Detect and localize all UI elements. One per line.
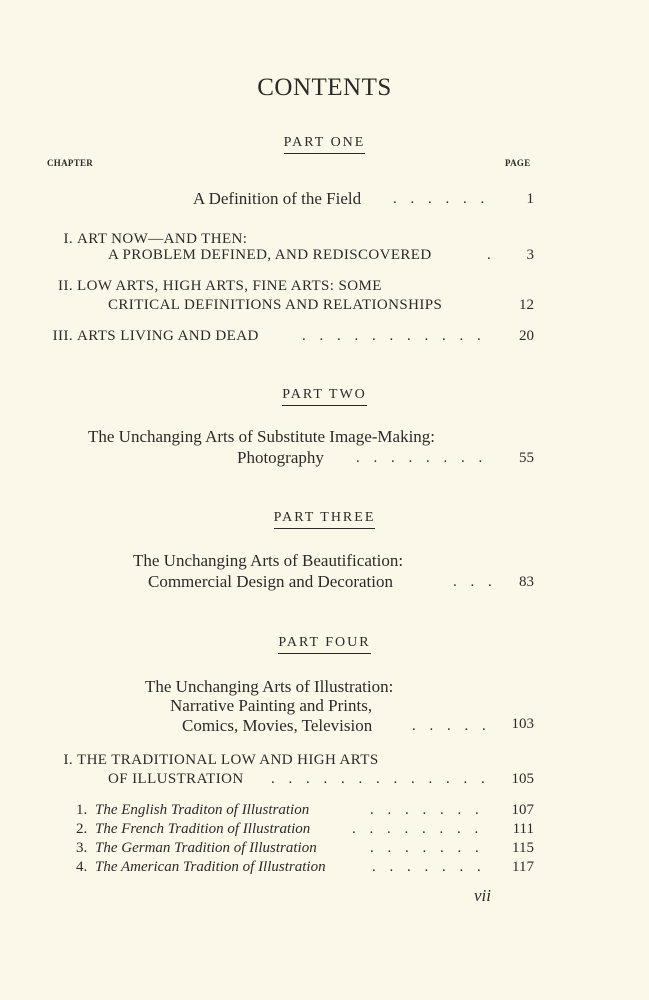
- subsection-1-dots: . . . . . . .: [370, 802, 484, 818]
- subsection-3-title: The German Tradition of Illustration: [95, 840, 317, 856]
- subsection-3-page: 115: [512, 840, 534, 856]
- part-four-title-line2: Narrative Painting and Prints,: [170, 696, 373, 715]
- part-two-heading: [0, 387, 649, 406]
- subsection-2-number: 2.: [76, 821, 88, 837]
- chapter-3-title: ARTS LIVING AND DEAD: [77, 328, 259, 344]
- subsection-4-title: The American Tradition of Illustration: [95, 859, 326, 875]
- subsection-1-page: 107: [511, 802, 534, 818]
- page-column-label: PAGE: [505, 158, 531, 168]
- part-two-page: 55: [519, 450, 534, 466]
- chapter-3-page: 20: [519, 328, 534, 344]
- chapter-1-number: I.: [63, 231, 73, 247]
- page-title: CONTENTS: [257, 74, 392, 101]
- chapter-2-page: 12: [519, 297, 534, 313]
- part-three-heading: [0, 510, 649, 529]
- subsection-4-number: 4.: [76, 859, 88, 875]
- chapter-1-title-line2: A PROBLEM DEFINED, AND REDISCOVERED: [108, 247, 432, 263]
- subsection-1-number: 1.: [76, 802, 88, 818]
- part-four-heading: [0, 635, 649, 654]
- subsection-1-title: The English Traditon of Illustration: [95, 802, 310, 818]
- subsection-4-dots: . . . . . . .: [372, 859, 486, 875]
- part-four-chapter-1-number: I.: [63, 752, 73, 768]
- part-three-title-line2: Commercial Design and Decoration: [148, 572, 394, 591]
- part-four-chapter-1-title-line2: OF ILLUSTRATION: [108, 771, 244, 787]
- page-folio: vii: [474, 886, 491, 905]
- chapter-1-title-line1: ART NOW—AND THEN:: [77, 231, 248, 247]
- definition-entry-page: 1: [526, 191, 534, 207]
- part-two-title-line2: Photography: [237, 448, 324, 467]
- subsection-2-title: The French Tradition of Illustration: [95, 821, 311, 837]
- part-three-title-line1: The Unchanging Arts of Beautification:: [133, 551, 404, 570]
- part-four-title-line1: The Unchanging Arts of Illustration:: [145, 677, 394, 696]
- chapter-3-number: III.: [52, 328, 73, 344]
- definition-entry-dots: . . . . . .: [393, 191, 490, 207]
- subsection-4-page: 117: [512, 859, 534, 875]
- part-four-page: 103: [511, 716, 534, 732]
- chapter-1-page: 3: [526, 247, 534, 263]
- chapter-2-title-line2: CRITICAL DEFINITIONS AND RELATIONSHIPS: [108, 297, 443, 313]
- chapter-2-title-line1: LOW ARTS, HIGH ARTS, FINE ARTS: SOME: [77, 278, 382, 294]
- chapter-3-dots: . . . . . . . . . . .: [302, 328, 486, 344]
- part-two-title-line1: The Unchanging Arts of Substitute Image-Making:: [88, 427, 436, 446]
- subsection-3-number: 3.: [76, 840, 88, 856]
- subsection-2-page: 111: [512, 821, 534, 837]
- part-one-heading: [0, 135, 649, 154]
- part-three-dots: . . .: [453, 574, 497, 590]
- part-four-dots: . . . . .: [412, 718, 491, 734]
- part-two-dots: . . . . . . . .: [356, 450, 488, 466]
- chapter-1-dots: .: [487, 247, 496, 263]
- part-four-chapter-1-title-line1: THE TRADITIONAL LOW AND HIGH ARTS: [77, 752, 379, 768]
- subsection-3-dots: . . . . . . .: [370, 840, 484, 856]
- part-three-heading-text: PART THREE: [274, 510, 376, 529]
- part-one-heading-text: PART ONE: [284, 135, 366, 154]
- chapter-2-number: II.: [58, 278, 73, 294]
- part-four-chapter-1-page: 105: [511, 771, 534, 787]
- part-two-heading-text: PART TWO: [282, 387, 367, 406]
- part-four-title-line3: Comics, Movies, Television: [182, 716, 373, 735]
- definition-entry-title: A Definition of the Field: [193, 189, 362, 208]
- subsection-2-dots: . . . . . . . .: [352, 821, 484, 837]
- chapter-column-label: CHAPTER: [47, 158, 94, 168]
- part-four-chapter-1-dots: . . . . . . . . . . . . .: [271, 771, 490, 787]
- part-three-page: 83: [519, 574, 534, 590]
- part-four-heading-text: PART FOUR: [278, 635, 370, 654]
